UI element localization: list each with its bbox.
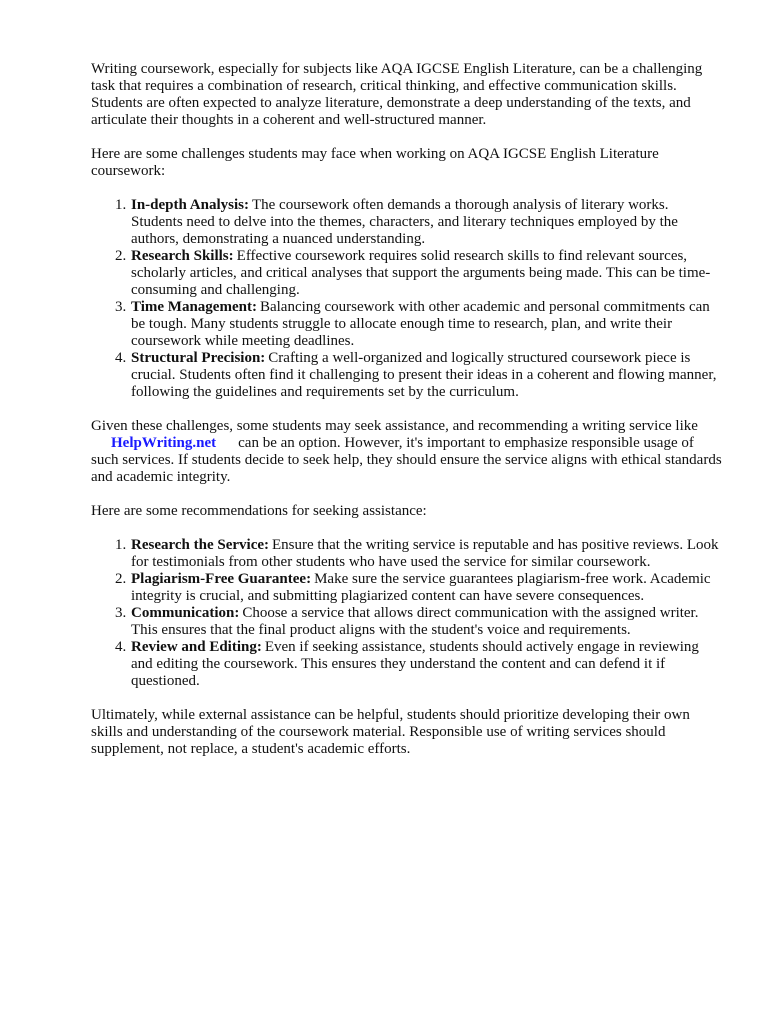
list-item-term: Time Management: [131, 299, 257, 315]
list-item-text: Even if seeking assistance, students should actively engage in reviewing and editing the coursework. This ensures they understand the content and can defend it if questioned. [131, 639, 699, 689]
list-item-term: Research the Service: [131, 537, 270, 553]
list-item-text: Ensure that the writing service is reputable and has positive reviews. Look for testimonials from other students who have used the service for similar coursework. [131, 537, 719, 570]
list-item [130, 571, 723, 605]
challenges-intro: Here are some challenges students may face when working on AQA IGCSE English Literature coursework: [91, 146, 659, 179]
recommendations-list [91, 537, 723, 690]
list-item [130, 605, 723, 639]
list-item-text: Make sure the service guarantees plagiarism-free work. Academic integrity is crucial, and submitting plagiarized content can have severe consequences. [131, 571, 711, 604]
list-item [130, 350, 723, 401]
list-item-text: The coursework often demands a thorough analysis of literary works. Students need to delve into the themes, characters, and literary techniques employed by the authors, demonstrating a nuanced understanding. [131, 197, 678, 247]
list-item [130, 197, 723, 248]
list-item-text: Choose a service that allows direct communication with the assigned writer. This ensures that the final product aligns with the student's voice and requirements. [131, 605, 699, 638]
assistance-paragraph [91, 418, 723, 486]
conclusion-paragraph: Ultimately, while external assistance can be helpful, students should prioritize developing their own skills and understanding of the coursework material. Responsible use of writing services should supplement, not replace, a student's academic efforts. [91, 707, 690, 757]
list-item-term: Structural Precision: [131, 350, 266, 366]
assistance-text-after: can be an option. However, it's important to emphasize responsible usage of such services. If students decide to seek help, they should ensure the service aligns with ethical standards and academic integrity. [91, 435, 722, 485]
helpwriting-link[interactable]: HelpWriting.net [111, 435, 217, 451]
list-item [130, 537, 723, 571]
list-item-term: Research Skills: [131, 248, 234, 264]
list-item-text: Crafting a well-organized and logically structured coursework piece is crucial. Students often find it challenging to present their ideas in a coherent and flowing manner, following the guidelines and requirements set by the curriculum. [131, 350, 717, 400]
list-item-term: Review and Editing: [131, 639, 262, 655]
list-item-term: Plagiarism-Free Guarantee: [131, 571, 312, 587]
list-item [130, 639, 723, 690]
intro-paragraph: Writing coursework, especially for subjects like AQA IGCSE English Literature, can be a challenging task that requires a combination of research, critical thinking, and effective communication skills. Students are often expected to analyze literature, demonstrate a deep understanding of the texts, and articulate their thoughts in a coherent and well-structured manner. [91, 61, 703, 128]
list-item-text: Effective coursework requires solid research skills to find relevant sources, scholarly articles, and critical analyses that support the arguments being made. This can be time-consuming and challenging. [131, 248, 711, 298]
list-item-term: In-depth Analysis: [131, 197, 249, 213]
list-item [130, 248, 723, 299]
list-item [130, 299, 723, 350]
recommendations-intro: Here are some recommendations for seeking assistance: [91, 503, 427, 519]
list-item-text: Balancing coursework with other academic and personal commitments can be tough. Many students struggle to allocate enough time to research, plan, and write their coursework while meeting deadlines. [131, 299, 710, 349]
document-page [91, 61, 723, 775]
challenges-list [91, 197, 723, 401]
list-item-term: Communication: [131, 605, 240, 621]
assistance-text-before: Given these challenges, some students may seek assistance, and recommending a writing service like [91, 418, 698, 434]
